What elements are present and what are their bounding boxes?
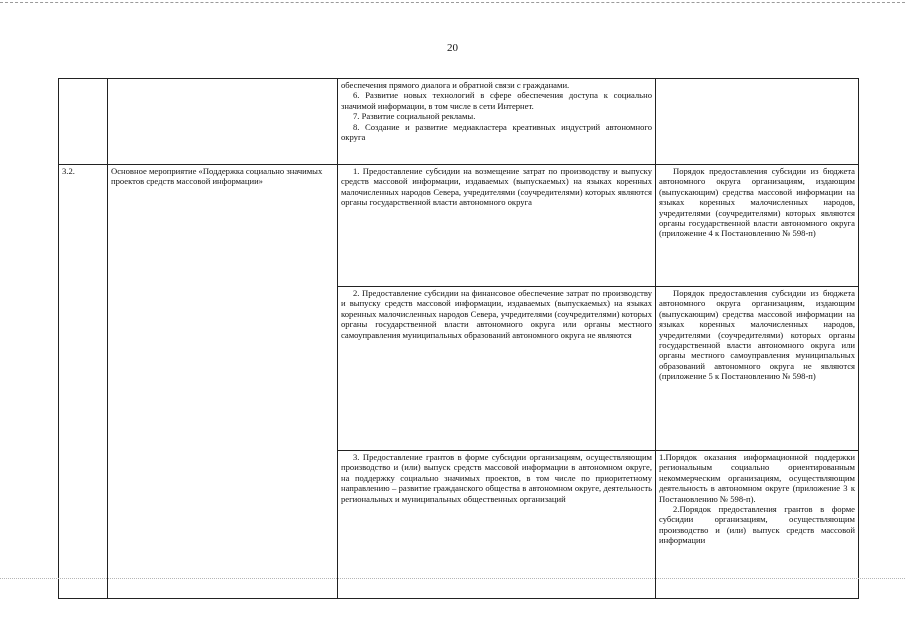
scan-artifact-bottom — [0, 578, 905, 579]
action-item-6: 6. Развитие новых технологий в сфере обеспечения доступа к социально значимой информации, в том числе в сети Интернет. — [341, 90, 652, 111]
cell-action-3 — [338, 451, 656, 599]
action-text: 3. Предоставление грантов в форме субсидии организациям, осуществляющим производство и (или) выпуск средств массовой информации в автономном округе, на поддержку социально значимых проектов, в том числе по приоритетному направлению – развитие гражданского общества в автономном округе, деятельность региональных и муниципальных общественных организаций — [341, 452, 652, 504]
action-text: 2. Предоставление субсидии на финансовое обеспечение затрат по производству и выпуску средств массовой информации, издаваемых (выпускаемых) на языках коренных малочисленных народов Севера, учредителями (соучредителями) которых органы государственной власти автономного округа или органы местного самоуправления муниципальных образований автономного округа не являются — [341, 288, 652, 340]
cell-continuation-actions — [338, 79, 656, 165]
cell-doc-1 — [656, 165, 859, 287]
action-item-7: 7. Развитие социальной рекламы. — [353, 111, 476, 122]
continuation-line: обеспечения прямого диалога и обратной связи с гражданами. — [341, 80, 570, 90]
doc-text-part-1: 1.Порядок оказания информационной поддержки региональным социально ориентированным некоммерческим организациям, осуществляющим деятельность в автономном округе (приложение 3 к Постановлению № 598-п). — [659, 452, 855, 504]
cell-doc-empty — [656, 79, 859, 165]
cell-number-empty — [59, 79, 108, 165]
table-row-continuation — [59, 79, 859, 165]
doc-text-part-2: 2.Порядок предоставления грантов в форме субсидии организациям, осуществляющим производство и (или) выпуск средств массовой информации — [659, 504, 855, 546]
cell-doc-3 — [656, 451, 859, 599]
cell-measure-name: Основное мероприятие «Поддержка социально значимых проектов средств массовой информации» — [108, 165, 338, 599]
measures-table — [58, 78, 859, 599]
table-row-3-2-sub1 — [59, 165, 859, 287]
action-item-8: 8. Создание и развитие медиакластера креативных индустрий автономного округа — [341, 121, 652, 143]
doc-text: Порядок предоставления субсидии из бюджета автономного округа организациям, издающим (выпускающим) средства массовой информации на языках коренных малочисленных народов, учредителями (соучредителями) которых органы государственной власти автономного округа или органы местного самоуправления муниципальных образований автономного округа не являются (приложение 5 к Постановлению № 598-п) — [659, 288, 855, 382]
cell-name-empty — [108, 79, 338, 165]
cell-action-2 — [338, 287, 656, 451]
page-number: 20 — [447, 42, 458, 54]
cell-doc-2 — [656, 287, 859, 451]
cell-number: 3.2. — [59, 165, 108, 599]
scan-artifact-top — [0, 2, 905, 3]
action-text: 1. Предоставление субсидии на возмещение затрат по производству и выпуску средств массовой информации, издаваемых (выпускаемых) на языках коренных малочисленных народов Севера, учредителями (соучредителями) которых являются органы государственной власти автономного округа — [341, 166, 652, 208]
doc-text: Порядок предоставления субсидии из бюджета автономного округа организациям, издающим (выпускающим) средства массовой информации на языках коренных малочисленных народов, учредителями (соучредителями) которых являются органы государственной власти автономного округа (приложение 4 к Постановлению № 598-п) — [659, 166, 855, 239]
cell-action-1 — [338, 165, 656, 287]
